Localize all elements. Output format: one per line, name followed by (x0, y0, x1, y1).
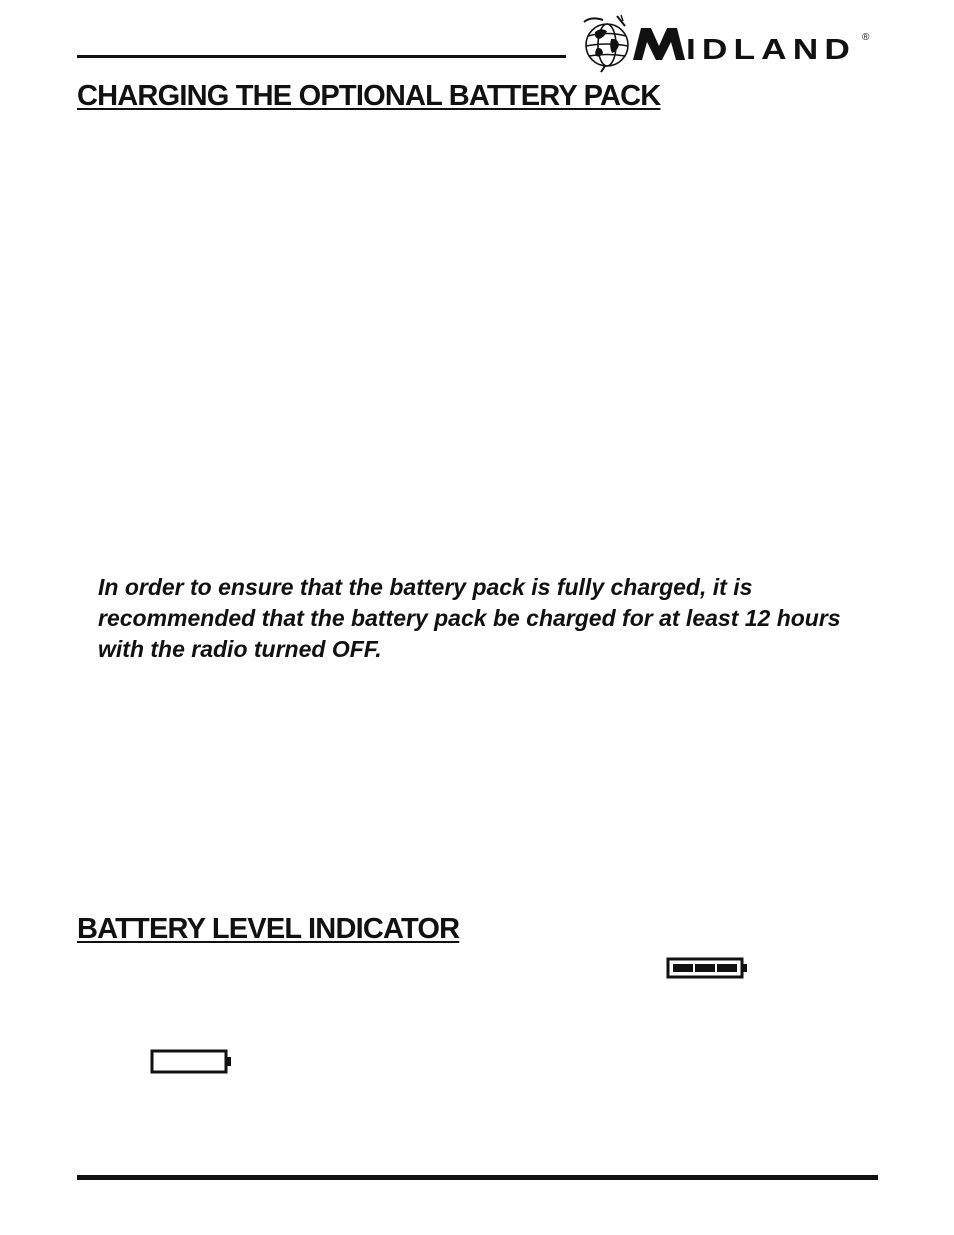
charging-note: In order to ensure that the battery pack is fully charged, it is recommended that the battery pack be charged for at least 12 hours with the radio turned OFF. (98, 574, 841, 662)
battery-level-segment (673, 964, 693, 972)
registered-mark: ® (862, 32, 870, 43)
header-rule (77, 55, 566, 58)
battery-level-segment (717, 964, 737, 972)
battery-empty-icon (150, 1048, 234, 1076)
battery-body (152, 1051, 226, 1072)
battery-terminal (742, 964, 747, 972)
globe-icon (584, 15, 628, 72)
battery-level-segment (695, 964, 715, 972)
section-heading-battery-level: BATTERY LEVEL INDICATOR (77, 913, 460, 945)
midland-logo (581, 12, 873, 74)
section-heading-charging: CHARGING THE OPTIONAL BATTERY PACK (77, 80, 661, 112)
footer-rule (77, 1175, 878, 1180)
battery-full-icon (666, 956, 750, 982)
battery-terminal (226, 1057, 231, 1066)
brand-wordmark-rest: IDLAND (686, 34, 856, 66)
